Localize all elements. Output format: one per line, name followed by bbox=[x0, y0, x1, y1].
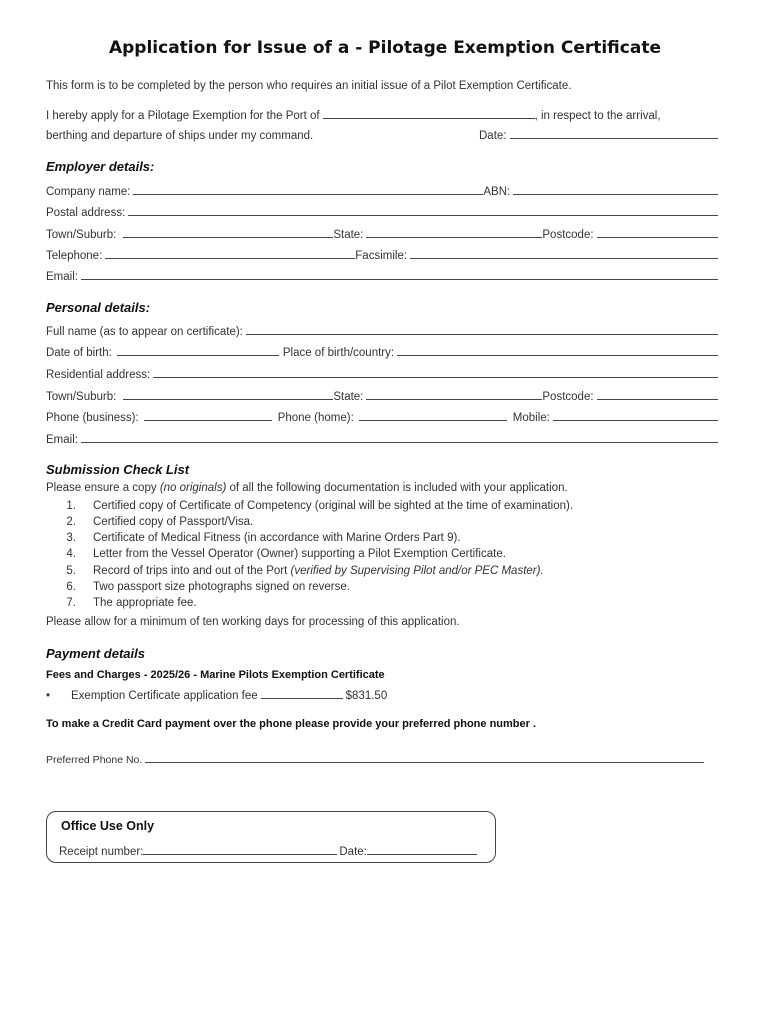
phone-business-field[interactable] bbox=[144, 420, 272, 421]
residential-label: Residential address: bbox=[46, 369, 151, 381]
checklist-intro-b: of all the following documentation is included with your application. bbox=[229, 482, 568, 494]
checklist-item-number: 1. bbox=[66, 500, 76, 512]
employer-state-field[interactable] bbox=[366, 237, 542, 238]
checklist-item-number: 2. bbox=[66, 516, 76, 528]
company-row bbox=[46, 182, 718, 198]
checklist-item-text bbox=[93, 565, 544, 577]
preferred-phone-row bbox=[46, 750, 704, 766]
apply-port-label: I hereby apply for a Pilotage Exemption for the Port of bbox=[46, 110, 320, 122]
personal-email-row bbox=[46, 430, 718, 446]
company-field[interactable] bbox=[133, 194, 483, 195]
port-field[interactable] bbox=[323, 118, 535, 119]
page-title: Application for Issue of a - Pilotage Exemption Certificate bbox=[108, 38, 661, 58]
employer-phone-row bbox=[46, 246, 718, 262]
fees-heading: Fees and Charges - 2025/26 - Marine Pilots Exemption Certificate bbox=[46, 669, 385, 681]
employer-town-field[interactable] bbox=[123, 237, 333, 238]
employer-postcode-label: Postcode: bbox=[542, 229, 594, 241]
fee-row bbox=[46, 686, 466, 702]
preferred-phone-label: Preferred Phone No. bbox=[46, 754, 143, 766]
employer-fax-label: Facsimile: bbox=[355, 250, 408, 262]
personal-postcode-field[interactable] bbox=[597, 399, 718, 400]
birth-row bbox=[46, 343, 718, 359]
employer-postal-label: Postal address: bbox=[46, 207, 126, 219]
apply-berthing-label: berthing and departure of ships under my command. bbox=[46, 130, 314, 142]
checklist-intro-emphasis: (no originals) bbox=[159, 482, 227, 494]
employer-email-field[interactable] bbox=[81, 279, 718, 280]
abn-field[interactable] bbox=[513, 194, 718, 195]
checklist-intro-a: Please ensure a copy bbox=[46, 482, 157, 494]
personal-email-label: Email: bbox=[46, 434, 78, 446]
pob-label: Place of birth/country: bbox=[282, 347, 395, 359]
intro-text: This form is to be completed by the person who requires an initial issue of a Pilot Exemption Certificate. bbox=[46, 80, 572, 92]
employer-town-label: Town/Suburb: bbox=[46, 229, 117, 241]
mobile-label: Mobile: bbox=[512, 412, 550, 424]
bullet: • bbox=[46, 690, 51, 702]
fullname-row bbox=[46, 322, 718, 338]
employer-heading: Employer details: bbox=[46, 159, 155, 174]
company-label: Company name: bbox=[46, 186, 131, 198]
apply-date-label: Date: bbox=[479, 130, 507, 142]
employer-email-row bbox=[46, 267, 718, 283]
checklist-footer: Please allow for a minimum of ten working days for processing of this application. bbox=[46, 616, 460, 628]
fee-line bbox=[261, 698, 343, 699]
personal-heading: Personal details: bbox=[46, 300, 151, 315]
personal-email-field[interactable] bbox=[81, 442, 718, 443]
fullname-field[interactable] bbox=[246, 334, 718, 335]
apply-port-row bbox=[46, 106, 718, 122]
apply-date-field[interactable] bbox=[510, 138, 719, 139]
checklist-heading: Submission Check List bbox=[46, 462, 190, 477]
apply-arrival-label: , in respect to the arrival, bbox=[534, 110, 661, 122]
employer-state-label: State: bbox=[333, 229, 364, 241]
personal-town-field[interactable] bbox=[123, 399, 333, 400]
personal-town-label: Town/Suburb: bbox=[46, 391, 117, 403]
employer-telephone-label: Telephone: bbox=[46, 250, 103, 262]
office-date-label: Date: bbox=[339, 846, 367, 858]
personal-state-label: State: bbox=[333, 391, 364, 403]
checklist-item-text: Certified copy of Passport/Visa. bbox=[93, 516, 254, 528]
checklist-item-text: Certificate of Medical Fitness (in accordance with Marine Orders Part 9). bbox=[93, 532, 461, 544]
personal-postcode-label: Postcode: bbox=[542, 391, 594, 403]
employer-telephone-field[interactable] bbox=[105, 258, 355, 259]
checklist-intro bbox=[46, 482, 568, 494]
dob-field[interactable] bbox=[117, 355, 279, 356]
mobile-field[interactable] bbox=[553, 420, 718, 421]
personal-state-field[interactable] bbox=[366, 399, 542, 400]
preferred-phone-field[interactable] bbox=[145, 762, 704, 763]
receipt-row bbox=[59, 844, 477, 858]
checklist-item-text: Certified copy of Certificate of Competency (original will be sighted at the time of examination). bbox=[93, 500, 574, 512]
payment-heading: Payment details bbox=[46, 646, 145, 661]
residential-row bbox=[46, 365, 718, 381]
apply-date-row bbox=[46, 126, 718, 142]
checklist-item-number: 7. bbox=[66, 597, 76, 609]
fee-label: Exemption Certificate application fee bbox=[71, 690, 258, 702]
checklist-item-number: 4. bbox=[66, 548, 76, 560]
phone-business-label: Phone (business): bbox=[46, 412, 139, 424]
credit-card-note: To make a Credit Card payment over the phone please provide your preferred phone number . bbox=[46, 718, 537, 730]
employer-postcode-field[interactable] bbox=[597, 237, 718, 238]
checklist-item-number: 5. bbox=[66, 565, 76, 577]
checklist-item-number: 3. bbox=[66, 532, 76, 544]
checklist-item-text: Letter from the Vessel Operator (Owner) supporting a Pilot Exemption Certificate. bbox=[93, 548, 506, 560]
checklist-item-number: 6. bbox=[66, 581, 76, 593]
residential-field[interactable] bbox=[153, 377, 718, 378]
checklist-item-text-main: Record of trips into and out of the Port bbox=[93, 565, 288, 577]
employer-town-row bbox=[46, 225, 718, 241]
employer-postal-field[interactable] bbox=[128, 215, 718, 216]
phone-home-field[interactable] bbox=[359, 420, 507, 421]
office-use-box bbox=[46, 811, 496, 863]
office-use-title: Office Use Only bbox=[61, 819, 155, 833]
checklist-item-text-emphasis: (verified by Supervising Pilot and/or PEC Master). bbox=[290, 565, 544, 577]
pob-field[interactable] bbox=[397, 355, 718, 356]
office-date-field[interactable] bbox=[367, 854, 477, 855]
employer-postal-row bbox=[46, 203, 718, 219]
abn-label: ABN: bbox=[483, 186, 511, 198]
dob-label: Date of birth: bbox=[46, 347, 112, 359]
receipt-label: Receipt number: bbox=[59, 846, 144, 858]
checklist-item-text: The appropriate fee. bbox=[93, 597, 197, 609]
personal-town-row bbox=[46, 387, 718, 403]
employer-fax-field[interactable] bbox=[410, 258, 718, 259]
fee-amount: $831.50 bbox=[345, 690, 388, 702]
personal-phone-row bbox=[46, 408, 718, 424]
checklist-item-text: Two passport size photographs signed on reverse. bbox=[93, 581, 350, 593]
receipt-field[interactable] bbox=[143, 854, 337, 855]
fullname-label: Full name (as to appear on certificate): bbox=[46, 326, 243, 338]
phone-home-label: Phone (home): bbox=[277, 412, 354, 424]
employer-email-label: Email: bbox=[46, 271, 78, 283]
